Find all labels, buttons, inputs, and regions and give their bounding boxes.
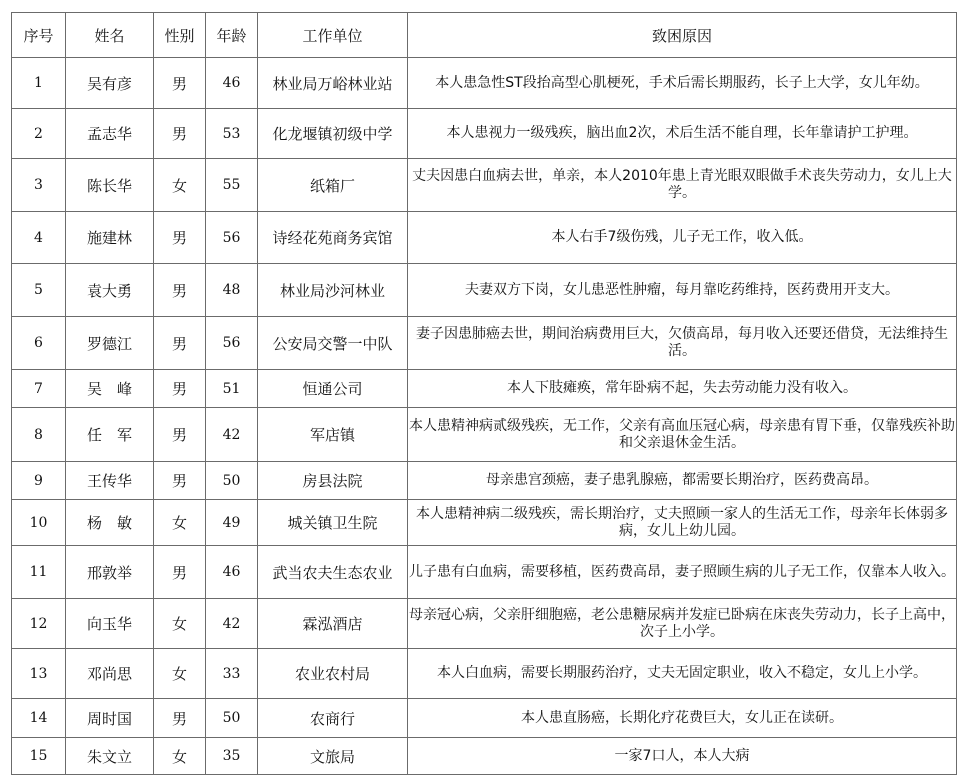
age-cell: 56 xyxy=(206,317,258,370)
gender-cell: 男 xyxy=(154,462,206,500)
table-row xyxy=(12,408,957,462)
work-unit-cell: 林业局沙河林业 xyxy=(258,264,408,317)
row-number-cell: 10 xyxy=(12,500,66,546)
person-name-cell: 袁大勇 xyxy=(66,264,154,317)
gender-cell: 男 xyxy=(154,58,206,109)
row-number-cell: 5 xyxy=(12,264,66,317)
hardship-reason-cell: 夫妻双方下岗，女儿患恶性肿瘤，每月靠吃药维持，医药费用开支大。 xyxy=(408,264,957,317)
gender-cell: 男 xyxy=(154,264,206,317)
gender-cell: 女 xyxy=(154,500,206,546)
table-row xyxy=(12,264,957,317)
row-number-cell: 12 xyxy=(12,599,66,649)
age-cell: 46 xyxy=(206,546,258,599)
age-cell: 55 xyxy=(206,159,258,212)
age-cell: 50 xyxy=(206,462,258,500)
hardship-reason-cell: 本人患精神病贰级残疾，无工作，父亲有高血压冠心病，母亲患有胃下垂，仅靠残疾补助和父亲退休金生活。 xyxy=(408,408,957,462)
header-unit: 工作单位 xyxy=(258,13,408,58)
hardship-reason-cell: 本人白血病，需要长期服药治疗，丈夫无固定职业，收入不稳定，女儿上小学。 xyxy=(408,649,957,699)
header-no: 序号 xyxy=(12,13,66,58)
age-cell: 46 xyxy=(206,58,258,109)
table-row xyxy=(12,738,957,775)
row-number-cell: 9 xyxy=(12,462,66,500)
age-cell: 53 xyxy=(206,109,258,159)
work-unit-cell: 恒通公司 xyxy=(258,370,408,408)
work-unit-cell: 城关镇卫生院 xyxy=(258,500,408,546)
work-unit-cell: 农商行 xyxy=(258,699,408,738)
row-number-cell: 14 xyxy=(12,699,66,738)
age-cell: 42 xyxy=(206,599,258,649)
work-unit-cell: 武当农夫生态农业 xyxy=(258,546,408,599)
person-name-cell: 孟志华 xyxy=(66,109,154,159)
table-body xyxy=(12,58,957,775)
age-cell: 42 xyxy=(206,408,258,462)
hardship-reason-cell: 本人患急性ST段抬高型心肌梗死，手术后需长期服药，长子上大学，女儿年幼。 xyxy=(408,58,957,109)
person-name-cell: 吴有彦 xyxy=(66,58,154,109)
work-unit-cell: 林业局万峪林业站 xyxy=(258,58,408,109)
person-name-cell: 陈长华 xyxy=(66,159,154,212)
person-name-cell: 向玉华 xyxy=(66,599,154,649)
row-number-cell: 7 xyxy=(12,370,66,408)
work-unit-cell: 纸箱厂 xyxy=(258,159,408,212)
gender-cell: 男 xyxy=(154,370,206,408)
header-age: 年龄 xyxy=(206,13,258,58)
table-row xyxy=(12,699,957,738)
hardship-reason-cell: 母亲冠心病，父亲肝细胞癌，老公患糖尿病并发症已卧病在床丧失劳动力，长子上高中，次子上小学。 xyxy=(408,599,957,649)
work-unit-cell: 霖泓酒店 xyxy=(258,599,408,649)
person-name-cell: 罗德江 xyxy=(66,317,154,370)
gender-cell: 男 xyxy=(154,699,206,738)
work-unit-cell: 公安局交警一中队 xyxy=(258,317,408,370)
hardship-reason-cell: 一家7口人，本人大病 xyxy=(408,738,957,775)
person-name-cell: 王传华 xyxy=(66,462,154,500)
table-row xyxy=(12,58,957,109)
header-sex: 性别 xyxy=(154,13,206,58)
hardship-reason-cell: 本人患直肠癌，长期化疗花费巨大，女儿正在读研。 xyxy=(408,699,957,738)
gender-cell: 女 xyxy=(154,159,206,212)
gender-cell: 男 xyxy=(154,109,206,159)
gender-cell: 男 xyxy=(154,408,206,462)
gender-cell: 男 xyxy=(154,212,206,264)
header-row xyxy=(12,13,957,58)
person-name-cell: 邢敦举 xyxy=(66,546,154,599)
header-name: 姓名 xyxy=(66,13,154,58)
age-cell: 51 xyxy=(206,370,258,408)
person-name-cell: 邓尚思 xyxy=(66,649,154,699)
table-row xyxy=(12,462,957,500)
row-number-cell: 11 xyxy=(12,546,66,599)
person-name-cell: 朱文立 xyxy=(66,738,154,775)
row-number-cell: 2 xyxy=(12,109,66,159)
hardship-reason-cell: 母亲患宫颈癌，妻子患乳腺癌，都需要长期治疗，医药费高昂。 xyxy=(408,462,957,500)
hardship-reason-cell: 妻子因患肺癌去世，期间治病费用巨大，欠债高昂，每月收入还要还借贷，无法维持生活。 xyxy=(408,317,957,370)
hardship-reason-cell: 儿子患有白血病，需要移植，医药费高昂，妻子照顾生病的儿子无工作，仅靠本人收入。 xyxy=(408,546,957,599)
row-number-cell: 15 xyxy=(12,738,66,775)
gender-cell: 男 xyxy=(154,546,206,599)
work-unit-cell: 军店镇 xyxy=(258,408,408,462)
row-number-cell: 6 xyxy=(12,317,66,370)
table-row xyxy=(12,159,957,212)
table-row xyxy=(12,370,957,408)
row-number-cell: 1 xyxy=(12,58,66,109)
row-number-cell: 8 xyxy=(12,408,66,462)
gender-cell: 男 xyxy=(154,317,206,370)
table-row xyxy=(12,649,957,699)
person-name-cell: 周时国 xyxy=(66,699,154,738)
table-row xyxy=(12,500,957,546)
gender-cell: 女 xyxy=(154,649,206,699)
work-unit-cell: 诗经花苑商务宾馆 xyxy=(258,212,408,264)
work-unit-cell: 农业农村局 xyxy=(258,649,408,699)
work-unit-cell: 化龙堰镇初级中学 xyxy=(258,109,408,159)
age-cell: 50 xyxy=(206,699,258,738)
hardship-reason-cell: 本人下肢瘫痪，常年卧病不起，失去劳动能力没有收入。 xyxy=(408,370,957,408)
hardship-reason-cell: 本人患精神病二级残疾，需长期治疗，丈夫照顾一家人的生活无工作，母亲年长体弱多病，女儿上幼儿园。 xyxy=(408,500,957,546)
row-number-cell: 4 xyxy=(12,212,66,264)
row-number-cell: 3 xyxy=(12,159,66,212)
age-cell: 49 xyxy=(206,500,258,546)
person-name-cell: 任 军 xyxy=(66,408,154,462)
person-name-cell: 施建林 xyxy=(66,212,154,264)
table-row xyxy=(12,546,957,599)
table-container xyxy=(11,12,957,775)
hardship-reason-cell: 本人患视力一级残疾，脑出血2次，术后生活不能自理，长年靠请护工护理。 xyxy=(408,109,957,159)
table-row xyxy=(12,599,957,649)
person-name-cell: 杨 敏 xyxy=(66,500,154,546)
person-name-cell: 吴 峰 xyxy=(66,370,154,408)
age-cell: 56 xyxy=(206,212,258,264)
age-cell: 48 xyxy=(206,264,258,317)
hardship-reason-cell: 本人右手7级伤残，儿子无工作，收入低。 xyxy=(408,212,957,264)
hardship-table xyxy=(11,12,957,775)
age-cell: 33 xyxy=(206,649,258,699)
gender-cell: 女 xyxy=(154,738,206,775)
table-row xyxy=(12,109,957,159)
row-number-cell: 13 xyxy=(12,649,66,699)
hardship-reason-cell: 丈夫因患白血病去世，单亲，本人2010年患上青光眼双眼做手术丧失劳动力，女儿上大学。 xyxy=(408,159,957,212)
work-unit-cell: 文旅局 xyxy=(258,738,408,775)
age-cell: 35 xyxy=(206,738,258,775)
table-row xyxy=(12,212,957,264)
header-reason: 致困原因 xyxy=(408,13,957,58)
table-row xyxy=(12,317,957,370)
gender-cell: 女 xyxy=(154,599,206,649)
work-unit-cell: 房县法院 xyxy=(258,462,408,500)
